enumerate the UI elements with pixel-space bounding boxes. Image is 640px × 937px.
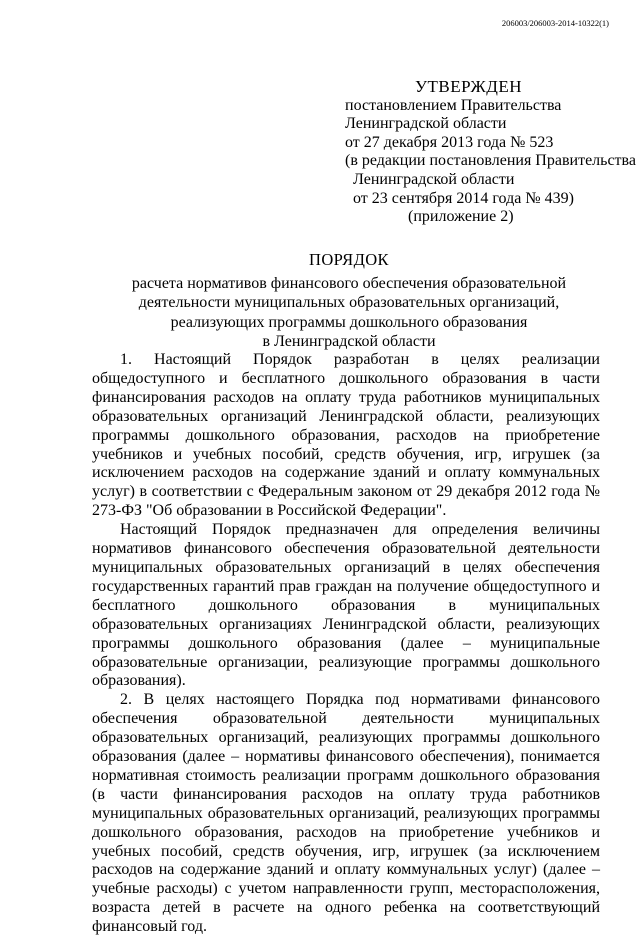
document-body bbox=[92, 351, 600, 937]
paragraph: 2. В целях настоящего Порядка под нормативами финансового обеспечения образовательной деятельности муниципальных образовательных организаций, реализующих программы дошкольного образования (далее – нормативы финансового обеспечения), понимается нормативная стоимость реализации программ дошкольного образования (в части финансирования расходов на оплату труда работников муниципальных образовательных организаций, реализующих программы дошкольного образования, расходов на приобретение учебников и учебных пособий, средств обучения, игр, игрушек (за исключением расходов на содержание зданий и оплату коммунальных услуг) (далее – учебные расходы) с учетом направленности групп, месторасположения, возраста детей в расчете на одного ребенка на соответствующий финансовый год. bbox=[92, 691, 600, 936]
approval-block bbox=[345, 78, 635, 227]
paragraph: Настоящий Порядок предназначен для определения величины нормативов финансового обеспечения образовательной деятельности муниципальных образовательных организаций в целях обеспечения государственных гарантий прав граждан на получение общедоступного и бесплатного дошкольного образования в муниципальных образовательных организациях Ленинградской области, реализующих программы дошкольного образования (далее – муниципальные образовательные организации, реализующие программы дошкольного образования). bbox=[92, 521, 600, 690]
title-line: деятельности муниципальных образовательных организаций, bbox=[138, 294, 560, 311]
approval-heading: УТВЕРЖДЕН bbox=[415, 77, 522, 96]
approval-line: (приложение 2) bbox=[408, 208, 514, 226]
title-line: расчета нормативов финансового обеспечения образовательной bbox=[131, 274, 567, 292]
approval-line: Ленинградской области bbox=[353, 170, 515, 188]
approval-line: (в редакции постановления Правительства bbox=[345, 152, 636, 170]
document-id: 206003/206003-2014-10322(1) bbox=[501, 18, 609, 28]
title-line: в Ленинградской области bbox=[262, 333, 436, 350]
approval-line: постановлением Правительства bbox=[345, 96, 562, 114]
approval-line: от 23 сентября 2014 года № 439) bbox=[353, 189, 574, 207]
title-heading: ПОРЯДОК bbox=[309, 250, 389, 269]
paragraph: 1. Настоящий Порядок разработан в целях реализации общедоступного и бесплатного дошкольного образования в части финансирования расходов на оплату труда работников муниципальных образовательных организаций Ленинградской области, реализующих программы дошкольного образования, расходов на приобретение учебников и учебных пособий, средств обучения, игр, игрушек (за исключением расходов на содержание зданий и оплату коммунальных услуг) в соответствии с Федеральным законом от 29 декабря 2012 года № 273-ФЗ "Об образовании в Российской Федерации". bbox=[92, 351, 600, 520]
approval-line: от 27 декабря 2013 года № 523 bbox=[345, 133, 554, 151]
title-line: реализующих программы дошкольного образования bbox=[170, 313, 528, 331]
approval-line: Ленинградской области bbox=[345, 115, 507, 133]
document-title bbox=[90, 250, 608, 352]
